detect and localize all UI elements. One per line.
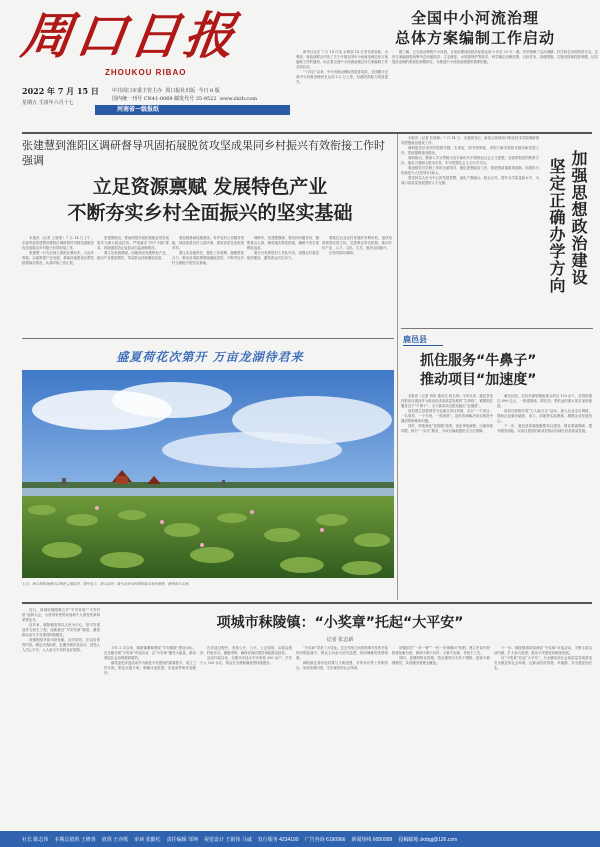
photo-caption: 七月，周口淮阳龙湖万亩荷花竞相绽放，碧叶连天，游人如织，吸引众多市民游客前来观光赏荷，感受夏日美景。: [22, 582, 192, 586]
footer-item: 责任编辑 邹坤: [166, 836, 198, 843]
section-label-text: 鹿邑县: [403, 334, 443, 346]
website-text: 周口报社出版: [165, 88, 196, 94]
main-headline-line1: 立足资源禀赋 发展特色产业: [92, 176, 328, 198]
lotus-lake-image: [22, 370, 394, 578]
top-right-headline-line2: 总体方案编制工作启动: [394, 29, 555, 47]
bottom-headline: 项城市秣陵镇：“小奖章”托起“大平安”: [216, 615, 464, 631]
luyi-article-col1: 本报讯（记者 刘伟 通讯员 杨卫涛）今年以来，鹿邑县坚持把项目建设作为推动经济高质量发展的“生命线”，紧紧抓住服务这个“牛鼻子”，全力推动项目建设跑出“加速度”。 该县建立县级领导分包重点项目机制，实行“一个项目、一名领导、一个专班、一抓到底”，及时协调解决项目推进中遇到的困难和问题。 同时，持续深化“放管服”改革，优化审批流程，压缩审批时限，推行“一站式”服务，为项目落地提供全方位保障。: [401, 394, 493, 433]
masthead-info: [112, 87, 290, 103]
footer-item: 新闻热线 6050999: [351, 836, 393, 843]
footer-item: 审读 张勤松: [134, 836, 161, 843]
main-article-col3: 要加强基础设施建设，补齐农村公共服务短板，持续改善农村人居环境，建设宜居宜业和美乡村。 要压实各级责任，强化工作统筹，凝聚帮扶合力，推动各项政策措施落地见效，不断夯实乡村全面振兴的坚实基础。: [172, 236, 244, 265]
masthead-pinyin: ZHOUKOU RIBAO: [105, 68, 187, 77]
date-line: 2022 年 7 月 15 日: [22, 86, 99, 96]
footer-item: 发行服务 4234190: [257, 836, 299, 843]
footer-item: 视觉设计 王娟伟 马诚: [203, 836, 252, 843]
top-right-headline: [360, 8, 590, 48]
bottom-article-col6: 下一步，秣陵镇将持续深化“小奖章”评选活动，不断丰富活动内涵，扩大参与范围，推动平安建设向纵深发展。 以“小奖章”托起“大平安”，为全镇经济社会高质量发展营造安全稳定的社会环境，让群众的获得感、幸福感、安全感更加充实。: [494, 646, 592, 670]
vertical-headline-col1: 加强思想政治建设: [569, 150, 588, 286]
tagline-box: [95, 105, 290, 115]
top-right-headline-line1: 全国中小河流治理: [410, 9, 539, 27]
masthead-logo: [17, 6, 262, 68]
footer-item: 社长 陈志伟: [22, 836, 49, 843]
side-headline: [420, 352, 590, 390]
top-middle-article: 新华社北京 7 月 14 日电 水利部 14 日发布消息称，水利部、财政部联合印发了关于开展全国中小河流治理总体方案编制工作的通知，标志着全国中小河流治理总体方案编制工作全面启动。 “十四五”以来，中小河流治理取得显著成效，全国累计完成中小河流治理河长达到 1.2 万公里，河流防洪能力明显提升。: [296, 50, 388, 84]
sponsor-text: 中共周口市委主管主办: [112, 88, 163, 94]
main-article-col5: 要抓住农业农村发展的有利时机，加快培育新型经营主体，完善联农带农机制，推动乡村产业、人才、文化、生态、组织全面振兴。 区领导陪同调研。: [322, 236, 392, 255]
masthead-title: 周口日报: [17, 7, 243, 65]
side-headline-line2: 推动项目“加速度”: [420, 372, 537, 388]
section-label: [403, 334, 443, 345]
lotus-photo: [22, 370, 394, 578]
bottom-article-col5: 该镇依托“一村一警”“一村一法律顾问”机制，建立矛盾纠纷排查化解台账，做到小事不出村、大事不出镇、矛盾不上交。 同时，加强网格化管理，将全镇划分为若干网格，配备专职网格员，实现服务管理全覆盖。: [392, 646, 490, 665]
divider-top: [22, 132, 592, 134]
divider-vertical: [397, 134, 398, 600]
divider-photo-top: [22, 338, 394, 339]
luyi-article-col2: 截至目前，全县共谋划储备重点项目 120 余个，总投资超过 600 亿元，一批强基础、增后劲、利长远的重大项目加快推进。 该县还积极开展“万人助万企”活动，深入企业走访调研，帮助企业解决融资、用工、用地等实际困难，增强企业发展信心。 下一步，鹿邑县将继续聚焦项目建设，强化要素保障，提升服务效能，以项目建设的新成效推动县域经济高质量发展。: [497, 394, 592, 433]
tagline-text: 河南省一级报纸: [117, 107, 160, 113]
vertical-headline-col2: 坚定正确办学方向: [547, 158, 566, 294]
today-pages-text: 今日 8 版: [198, 88, 220, 94]
masthead-date: [22, 86, 112, 106]
divider-bottom-section: [22, 602, 592, 604]
url-text: www.zkrb.com: [219, 96, 257, 102]
weekday-line: 星期五 壬寅年六月十七: [22, 100, 74, 106]
footer-item: 投稿邮箱 zkrbgj@126.com: [398, 836, 458, 843]
divider-right-mid: [401, 328, 593, 329]
side-headline-line1: 抓住服务“牛鼻子”: [420, 353, 537, 369]
top-right-article: 据了解，已完成治理的中小河流，目前治理河段防洪标准达到 5 年至 20 年一遇，有效保障了沿河城镇、村庄和农田的防洪安全。总体方案编制将统筹考虑河流防洪、生态修复、水资源保护等需求，科学确定治理范围、目标任务、治理措施、实施安排和投资规模，切实提高治理的系统性和整体性，为推进中小河流治理提供重要依据。: [392, 50, 598, 64]
bottom-article-col1: 近日，项城市秣陵镇召开“平安家庭”“平安村组”表彰大会，为获得荣誉的家庭和个人颁发奖章和荣誉证书。 近年来，秣陵镇坚持以人民为中心，把平安建设作为民生工程，创新推出“平安奖章”制度，激发群众参与平安建设的积极性。 该镇围绕矛盾纠纷化解、治安防控、法治宣传等内容，制定评选标准，定期开展评选活动，营造人人关心平安、人人参与平安的良好氛围。: [22, 608, 100, 652]
main-headline-line2: 不断夯实乡村全面振兴的坚实基础: [67, 202, 353, 224]
kicker: 张建慧到淮阳区调研督导巩固拓展脱贫攻坚成果同乡村振兴有效衔接工作时强调: [22, 139, 385, 167]
main-article-col2: 张建慧指出，要始终把巩固拓展脱贫攻坚成果作为重大政治任务，严格落实“四个不摘”要求，持续强化防止返贫动态监测和帮扶。 要立足资源禀赋，因地制宜发展特色产业，推动产业提质增效，带动群众持续增收致富。: [97, 236, 169, 260]
footer-item: 值班 王亦歌: [101, 836, 129, 843]
main-article-col1: 本报讯（记者 王晓蒙）7 月 14 日上午，市委常委张建慧到淮阳区调研督导巩固拓展脱贫攻坚成果同乡村振兴有效衔接工作。 张建慧一行先后深入淮阳区曹河乡、大连乡等地，实地察看产业发展、基础设施建设及帮扶政策落实情况，认真听取工作汇报。: [22, 236, 94, 265]
cn-code-text: 国内统一刊号 CN41-0069 邮发代号 35-9522: [112, 96, 217, 102]
main-headline: [30, 174, 390, 226]
byline: 记者 张志新: [326, 637, 354, 643]
main-article-col4: 调研中，张建慧强调，要坚持问题导向，聚焦重点人群，精准落实帮扶措施，确保不发生规模性返贫。 要充分发挥驻村工作队作用，加强农村基层组织建设，激发群众内生动力。: [247, 236, 319, 260]
bottom-article-col4: “小奖章”带来了大变化。过去邻里之间因琐事引发的矛盾纠纷明显减少，群众主动参与治安巡逻、纠纷调解的热情高涨。 秣陵镇还将评选结果与文明创建、乡风评议等工作相结合，形成崇德向善、守法诚信的社会风尚。: [296, 646, 388, 670]
footer-bar: [0, 831, 600, 847]
bottom-article-col3: 在评选过程中，坚持公开、公平、公正原则，由群众推荐、村组评议、镇级审核，确保评选结果经得起群众检验。 活动开展以来，全镇共评选出平安家庭 300 余户、平安个人 100 余名，群众安全感和满意度持续提升。: [200, 646, 292, 665]
photo-banner: 盛夏荷花次第开 万亩龙湖待君来: [116, 350, 304, 364]
footer-item: 本期总值班 王修善: [54, 836, 96, 843]
right-article-1: 本报讯（记者 杜林林）7 月 14 日，市委副书记、政协主席到周口职业技术学院调研指导思想政治建设工作。 调研组先后来到学院教学楼、实训室、图书馆等地，详细了解学校基本情况和党建工作、思政课程建设情况。 调研指出，要深入学习贯彻习近平新时代中国特色社会主义思想，全面贯彻党的教育方针，落实立德树人根本任务，牢牢把握社会主义办学方向。 要加强党对学校工作的全面领导，强化思想政治工作，推进思政课改革创新，培养担当民族复兴大任的时代新人。 要坚持以人民为中心的发展思想，深化产教融合、校企合作，提升办学质量和水平，为周口高质量发展提供人才支撑。: [401, 136, 539, 185]
bottom-article-col2: 今年 2 月以来，秣陵镇紧紧围绕“平安秣陵”建设目标，在全镇开展“小奖章”评选活动，以“小奖章”激发大能量，推动基层社会治理提质增效。 镇党委把评选活动作为推进平安建设的重要抓手，成立工作专班，制定实施方案，明确评选范围、评选条件和评选程序。: [104, 646, 196, 675]
footer-item: 广告咨询 6190966: [304, 836, 346, 843]
vertical-headline: [544, 150, 588, 320]
